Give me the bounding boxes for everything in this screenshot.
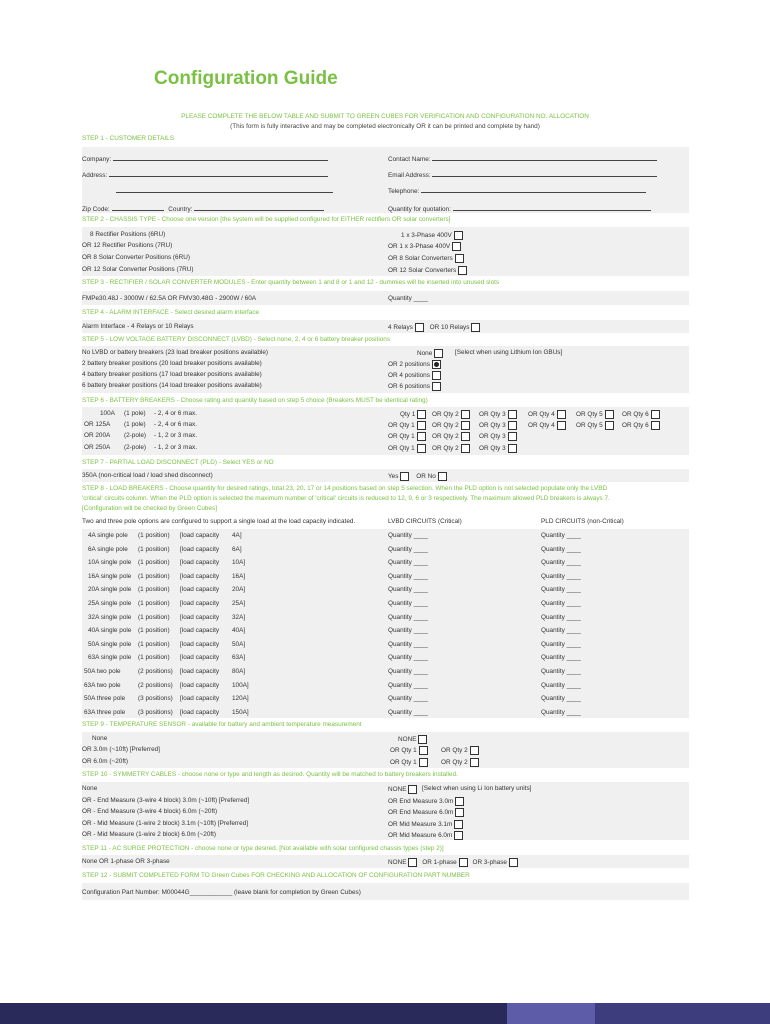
chassis-check-label: OR 12 Solar Converters: [388, 267, 457, 275]
surge-1phase-label: OR 1-phase: [422, 859, 457, 867]
qty-3-label: OR Qty 3: [479, 411, 506, 419]
qty-6-checkbox[interactable]: [651, 410, 660, 419]
load-rating: 25A single pole: [88, 600, 132, 607]
lvbd-quantity-field[interactable]: Quantity ____: [388, 559, 428, 567]
load-capacity-value: 25A]: [232, 600, 246, 607]
lvbd-quantity-field[interactable]: Quantity ____: [388, 668, 428, 675]
qty-3-label: OR Qty 3: [479, 445, 506, 453]
contact-field[interactable]: [432, 154, 657, 161]
load-capacity-value: 120A]: [232, 695, 249, 703]
sensor-qty-2-checkbox[interactable]: [470, 758, 479, 767]
alarm-4-label: 4 Relays: [388, 324, 413, 332]
company-label: Company:: [82, 156, 112, 163]
sensor-qty-1-checkbox[interactable]: [419, 746, 428, 755]
sensor-option: OR 3.0m (~10ft) [Preferred]: [82, 746, 160, 753]
breaker-rating: OR 200A: [84, 432, 111, 439]
step8-col-header: Two and three pole options are configured to support a single load at the load capacity indicated.: [82, 518, 356, 525]
load-capacity-label: [load capacity: [180, 654, 220, 662]
load-capacity-label: [load capacity: [180, 695, 220, 703]
lvbd-quantity-field[interactable]: Quantity ____: [388, 545, 428, 553]
step9-heading: STEP 9 - TEMPERATURE SENSOR - available for battery and ambient temperature measurement: [82, 721, 362, 728]
zip-field[interactable]: [112, 204, 164, 211]
qty-3-checkbox[interactable]: [508, 421, 517, 430]
qty-5-checkbox[interactable]: [605, 410, 614, 419]
symmetry-check-label: OR Mid Measure 6.0m: [388, 832, 453, 840]
symmetry-checkbox[interactable]: [455, 808, 464, 817]
footer-bar: [0, 1003, 770, 1024]
pld-quantity-field[interactable]: Quantity ____: [541, 627, 581, 635]
country-label: Country:: [168, 206, 193, 213]
chassis-checkbox[interactable]: [452, 242, 461, 251]
load-capacity-label: [load capacity: [180, 545, 220, 553]
breaker-rating: OR 250A: [84, 444, 111, 451]
pld-quantity-field[interactable]: Quantity ____: [541, 545, 581, 553]
load-capacity-value: 16A]: [232, 572, 246, 580]
symmetry-option: OR - End Measure (3-wire 4 block) 3.0m (~10ft) [Preferred]: [82, 797, 250, 804]
qty-2-label: OR Qty 2: [432, 422, 459, 430]
load-rating: 32A single pole: [88, 613, 132, 621]
step12-heading: STEP 12 - SUBMIT COMPLETED FORM TO Green Cubes FOR CHECKING AND ALLOCATION OF CONFIGURATION PART NUMBER: [82, 872, 470, 879]
qty-6-checkbox[interactable]: [651, 421, 660, 430]
step4-heading: STEP 4 - ALARM INTERFACE - Select desired alarm interface: [82, 309, 260, 316]
step2-heading: STEP 2 - CHASSIS TYPE - Choose one version [the system will be supplied configured for EITHER rectifiers OR solar converters]: [82, 216, 451, 223]
load-capacity-label: [load capacity: [180, 613, 220, 621]
load-positions: (3 positions): [138, 695, 173, 703]
quote-label: Quantity for quotation:: [388, 206, 451, 213]
footer-segment: [595, 1003, 770, 1024]
breaker-poles: (2-pole): [124, 432, 147, 439]
lvbd-quantity-field[interactable]: Quantity ____: [388, 640, 428, 648]
lvbd-6-checkbox[interactable]: [432, 382, 441, 391]
page-title: Configuration Guide: [154, 68, 338, 89]
load-positions: (3 positions): [138, 708, 173, 716]
footer-segment: [0, 1003, 507, 1024]
lvbd-option: 6 battery breaker positions (14 load breaker positions available): [82, 382, 262, 389]
qty-2-checkbox[interactable]: [461, 421, 470, 430]
load-rating: 40A single pole: [88, 627, 132, 635]
sensor-qty-1-label: OR Qty 1: [390, 747, 417, 755]
quote-field[interactable]: [453, 204, 651, 211]
qty-2-label: OR Qty 2: [432, 411, 459, 419]
symmetry-note: [Select when using Li Ion battery units]: [422, 785, 532, 792]
lvbd-quantity-field[interactable]: Quantity ____: [388, 708, 428, 716]
alarm-label: Alarm Interface - 4 Relays or 10 Relays: [82, 323, 194, 330]
load-positions: (1 position): [138, 654, 170, 662]
load-positions: (1 position): [138, 627, 170, 635]
load-positions: (2 positions): [138, 681, 173, 689]
qty-1-label: OR Qty 1: [388, 422, 415, 430]
address-field[interactable]: [109, 170, 328, 177]
load-capacity-value: 80A]: [232, 668, 246, 675]
breaker-max: - 1, 2 or 3 max.: [154, 432, 197, 439]
sensor-qty-1-label: OR Qty 1: [390, 759, 417, 767]
sensor-qty-2-checkbox[interactable]: [470, 746, 479, 755]
qty-4-checkbox[interactable]: [557, 421, 566, 430]
lvbd-quantity-field[interactable]: Quantity ____: [388, 681, 428, 689]
qty-1-checkbox[interactable]: [417, 444, 426, 453]
pld-quantity-field[interactable]: Quantity ____: [541, 572, 581, 580]
qty-1-label: OR Qty 1: [388, 445, 415, 453]
lvbd-option: No LVBD or battery breakers (23 load breaker positions available): [82, 349, 269, 356]
lvbd-quantity-field[interactable]: Quantity ____: [388, 613, 428, 621]
qty-1-checkbox[interactable]: [417, 421, 426, 430]
lvbd-quantity-field[interactable]: Quantity ____: [388, 572, 428, 580]
qty-2-checkbox[interactable]: [461, 444, 470, 453]
module-label: FMPe30.48J - 3000W / 62.5A OR FMV30.48G - 2900W / 60A: [82, 295, 257, 302]
alarm-4-checkbox[interactable]: [415, 323, 424, 332]
load-rating: 16A single pole: [88, 572, 132, 580]
surge-1phase-checkbox[interactable]: [459, 858, 468, 867]
load-capacity-value: 100A]: [232, 681, 249, 689]
chassis-checkbox[interactable]: [455, 254, 464, 263]
pld-col-header: PLD CIRCUITS (non-Critical): [541, 518, 624, 525]
lvbd-quantity-field[interactable]: Quantity ____: [388, 586, 428, 594]
pld-quantity-field[interactable]: Quantity ____: [541, 654, 581, 662]
step8-band: [82, 529, 689, 718]
load-capacity-value: 20A]: [232, 586, 246, 594]
load-capacity-value: 32A]: [232, 613, 246, 621]
intro-line-1: PLEASE COMPLETE THE BELOW TABLE AND SUBMIT TO GREEN CUBES FOR VERIFICATION AND CONFIGURATION NO. ALLOCATION: [181, 113, 589, 120]
sensor-qty-2-label: OR Qty 2: [441, 759, 468, 767]
email-field[interactable]: [432, 170, 657, 177]
symmetry-option: OR - Mid Measure (1-wire 2 block) 3.1m (~10ft) [Preferred]: [82, 820, 249, 827]
breaker-poles: (1 pole): [124, 410, 146, 417]
sensor-none-checkbox[interactable]: [418, 735, 427, 744]
pld-quantity-field[interactable]: Quantity ____: [541, 668, 581, 675]
surge-label: None OR 1-phase OR 3-phase: [82, 858, 170, 865]
load-capacity-label: [load capacity: [180, 627, 220, 635]
load-rating: 4A single pole: [88, 532, 128, 539]
footer-segment: [507, 1003, 595, 1024]
chassis-option: OR 12 Solar Converter Positions (7RU): [82, 266, 194, 273]
qty-3-label: OR Qty 3: [479, 422, 506, 430]
lvbd-none-checkbox[interactable]: [434, 349, 443, 358]
symmetry-check-label: OR End Measure 6.0m: [388, 809, 454, 817]
lvbd-2-radio[interactable]: [432, 360, 441, 369]
qty-1-label: OR Qty 1: [388, 433, 415, 441]
qty-3-checkbox[interactable]: [508, 410, 517, 419]
step8-heading-line: [Configuration will be checked by Green Cubes]: [82, 505, 217, 512]
symmetry-none-label: NONE: [388, 786, 407, 794]
load-rating: 6A single pole: [88, 545, 128, 553]
surge-3phase-label: OR 3-phase: [472, 859, 507, 867]
chassis-checkbox[interactable]: [454, 231, 463, 240]
pld-yes-label: Yes: [388, 473, 399, 481]
lvbd-2-label: OR 2 positions: [388, 361, 430, 369]
pld-quantity-field[interactable]: Quantity ____: [541, 586, 581, 594]
contact-label: Contact Name:: [388, 156, 431, 163]
load-capacity-label: [load capacity: [180, 681, 220, 689]
load-capacity-value: 63A]: [232, 654, 246, 662]
lvbd-option: 4 battery breaker positions (17 load breaker positions available): [82, 371, 262, 378]
lvbd-quantity-field[interactable]: Quantity ____: [388, 532, 428, 539]
load-capacity-label: [load capacity: [180, 640, 220, 648]
part-number-label: Configuration Part Number: M00044G____________ (leave blank for completion by Green Cubes): [82, 889, 361, 896]
step11-heading: STEP 11 - AC SURGE PROTECTION - choose none or type desired. [Not available with solar configured chassis types (step 2)]: [82, 845, 444, 852]
step8-heading-line: STEP 8 - LOAD BREAKERS - Choose quantity for desired ratings, total 23, 20, 17 or 14 positions based on step 5 selection. When the PLD option is not selected populate only the LVBD: [82, 485, 608, 492]
load-rating: 50A two pole: [84, 668, 121, 675]
step3-heading: STEP 3 - RECTIFIER / SOLAR CONVERTER MODULES - Enter quantity between 1 and 8 or 1 and 12 - dummies will be inserted into unused slots: [82, 279, 500, 286]
sensor-option: OR 6.0m (~20ft): [82, 758, 128, 765]
step7-heading: STEP 7 - PARTIAL LOAD DISCONNECT (PLD) - Select YES or NO: [82, 459, 274, 466]
load-rating: 50A single pole: [88, 640, 132, 648]
breaker-max: - 2, 4 or 6 max.: [154, 421, 197, 428]
telephone-field[interactable]: [421, 186, 646, 193]
lvbd-note: [Select when using Lithium Ion GBUs]: [455, 349, 563, 356]
load-capacity-value: 6A]: [232, 545, 242, 553]
load-rating: 50A three pole: [84, 695, 126, 703]
alarm-10-label: OR 10 Relays: [429, 324, 470, 332]
symmetry-option: None: [82, 785, 98, 792]
lvbd-quantity-field[interactable]: Quantity ____: [388, 654, 428, 662]
load-capacity-value: 150A]: [232, 708, 249, 716]
chassis-option: OR 12 Rectifier Positions (7RU): [82, 242, 173, 249]
load-rating: 63A three pole: [84, 708, 126, 716]
qty-1-label: Qty 1: [400, 411, 416, 419]
load-positions: (1 position): [138, 586, 170, 594]
sensor-qty-2-label: OR Qty 2: [441, 747, 468, 755]
alarm-10-checkbox[interactable]: [471, 323, 480, 332]
step5-heading: STEP 5 - LOW VOLTAGE BATTERY DISCONNECT (LVBD) - Select none, 2, 4 or 6 battery breaker positions: [82, 336, 391, 343]
chassis-check-label: OR 1 x 3-Phase 400V: [388, 243, 451, 251]
pld-quantity-field[interactable]: Quantity ____: [541, 708, 581, 716]
address-label: Address:: [82, 172, 108, 179]
qty-3-label: OR Qty 3: [479, 433, 506, 441]
step8-heading-line: 'critical' circuits column. When the PLD option is selected the maximum number of 'critical' circuits is reduced to 12, 9, 6 or 3 respectively. The maximum allowed PLD breakers is always 7.: [82, 495, 610, 502]
qty-1-checkbox[interactable]: [417, 410, 426, 419]
step9-band: [82, 732, 689, 768]
load-positions: (1 position): [138, 572, 170, 580]
qty-1-checkbox[interactable]: [417, 432, 426, 441]
load-capacity-value: 40A]: [232, 627, 246, 635]
symmetry-checkbox[interactable]: [454, 820, 463, 829]
qty-3-checkbox[interactable]: [508, 432, 517, 441]
pld-yes-checkbox[interactable]: [400, 472, 409, 481]
qty-4-label: OR Qty 4: [528, 422, 555, 430]
country-field[interactable]: [194, 204, 324, 211]
lvbd-col-header: LVBD CIRCUITS (Critical): [388, 518, 462, 525]
module-quantity[interactable]: Quantity ____: [388, 295, 428, 302]
pld-no-label: OR No: [416, 473, 436, 481]
breaker-poles: (2-pole): [124, 444, 147, 451]
load-capacity-label: [load capacity: [180, 586, 220, 594]
lvbd-6-label: OR 6 positions: [388, 383, 430, 391]
symmetry-check-label: OR End Measure 3.0m: [388, 798, 454, 806]
chassis-check-label: 1 x 3-Phase 400V: [401, 232, 452, 240]
load-capacity-label: [load capacity: [180, 600, 220, 607]
intro-line-2: (This form is fully interactive and may be completed electronically OR it can be printed and complete by hand): [230, 123, 540, 130]
chassis-option: 8 Rectifier Positions (6RU): [90, 231, 166, 238]
pld-label: 350A (non-critical load / load shed disconnect): [82, 472, 213, 479]
company-field[interactable]: [113, 154, 328, 161]
load-positions: (1 position): [138, 600, 170, 607]
qty-2-checkbox[interactable]: [461, 432, 470, 441]
lvbd-none-label: None: [417, 350, 433, 358]
load-positions: (2 positions): [138, 668, 173, 675]
chassis-option: OR 8 Solar Converter Positions (6RU): [82, 254, 190, 261]
pld-quantity-field[interactable]: Quantity ____: [541, 600, 581, 607]
symmetry-checkbox[interactable]: [455, 797, 464, 806]
qty-5-checkbox[interactable]: [605, 421, 614, 430]
telephone-label: Telephone:: [388, 188, 420, 195]
load-capacity-value: 10A]: [232, 559, 246, 567]
load-rating: 20A single pole: [88, 586, 132, 594]
chassis-check-label: OR 8 Solar Converters: [388, 255, 453, 263]
breaker-poles: (1 pole): [124, 421, 146, 428]
load-positions: (1 position): [138, 559, 170, 567]
symmetry-check-label: OR Mid Measure 3.1m: [388, 821, 453, 829]
load-rating: 63A two pole: [84, 681, 121, 689]
load-positions: (1 position): [138, 545, 170, 553]
qty-5-label: OR Qty 5: [576, 411, 603, 419]
pld-quantity-field[interactable]: Quantity ____: [541, 559, 581, 567]
chassis-checkbox[interactable]: [458, 266, 467, 275]
step1-heading: STEP 1 - CUSTOMER DETAILS: [82, 135, 174, 142]
qty-2-label: OR Qty 2: [432, 445, 459, 453]
lvbd-quantity-field[interactable]: Quantity ____: [388, 600, 428, 607]
symmetry-none-checkbox[interactable]: [408, 785, 417, 794]
surge-3phase-checkbox[interactable]: [509, 858, 518, 867]
qty-3-checkbox[interactable]: [508, 444, 517, 453]
load-capacity-label: [load capacity: [180, 668, 220, 675]
breaker-rating: 100A: [100, 410, 115, 417]
load-rating: 63A single pole: [88, 654, 132, 662]
sensor-qty-1-checkbox[interactable]: [419, 758, 428, 767]
lvbd-4-label: OR 4 positions: [388, 372, 430, 380]
qty-6-label: OR Qty 6: [622, 411, 649, 419]
load-positions: (1 position): [138, 613, 170, 621]
pld-quantity-field[interactable]: Quantity ____: [541, 532, 581, 539]
symmetry-checkbox[interactable]: [454, 831, 463, 840]
email-label: Email Address:: [388, 172, 431, 179]
pld-quantity-field[interactable]: Quantity ____: [541, 640, 581, 648]
lvbd-quantity-field[interactable]: Quantity ____: [388, 695, 428, 703]
load-rating: 10A single pole: [88, 559, 132, 567]
sensor-option: None: [92, 735, 108, 742]
qty-2-checkbox[interactable]: [461, 410, 470, 419]
qty-4-checkbox[interactable]: [557, 410, 566, 419]
address-field-2[interactable]: [116, 186, 333, 193]
load-capacity-label: [load capacity: [180, 559, 220, 567]
load-capacity-label: [load capacity: [180, 708, 220, 716]
load-capacity-value: 4A]: [232, 532, 242, 539]
sensor-none-label: NONE: [398, 736, 417, 744]
pld-quantity-field[interactable]: Quantity ____: [541, 695, 581, 703]
qty-2-label: OR Qty 2: [432, 433, 459, 441]
pld-quantity-field[interactable]: Quantity ____: [541, 681, 581, 689]
surge-none-checkbox[interactable]: [408, 858, 417, 867]
load-positions: (1 position): [138, 532, 170, 539]
load-positions: (1 position): [138, 640, 170, 648]
qty-4-label: OR Qty 4: [528, 411, 555, 419]
qty-6-label: OR Qty 6: [622, 422, 649, 430]
lvbd-option: 2 battery breaker positions (20 load breaker positions available): [82, 360, 262, 367]
zip-label: Zip Code:: [82, 206, 110, 213]
step10-heading: STEP 10 - SYMMETRY CABLES - choose none or type and length as desired. Quantity will be matched to battery breakers installed.: [82, 771, 458, 778]
breaker-rating: OR 125A: [84, 421, 111, 428]
load-capacity-label: [load capacity: [180, 572, 220, 580]
qty-5-label: OR Qty 5: [576, 422, 603, 430]
surge-none-label: NONE: [388, 859, 407, 867]
breaker-max: - 2, 4 or 6 max.: [154, 410, 197, 417]
symmetry-option: OR - Mid Measure (1-wire 2 block) 6.0m (~20ft): [82, 831, 217, 838]
pld-no-checkbox[interactable]: [438, 472, 447, 481]
lvbd-quantity-field[interactable]: Quantity ____: [388, 627, 428, 635]
load-capacity-value: 50A]: [232, 640, 246, 648]
load-capacity-label: [load capacity: [180, 532, 220, 539]
step11-band: [82, 855, 689, 868]
lvbd-4-checkbox[interactable]: [432, 371, 441, 380]
step6-heading: STEP 6 - BATTERY BREAKERS - Choose rating and quantity based on step 5 choice (Breakers MUST be identical rating): [82, 397, 428, 404]
pld-quantity-field[interactable]: Quantity ____: [541, 613, 581, 621]
breaker-max: - 1, 2 or 3 max.: [154, 444, 197, 451]
symmetry-option: OR - End Measure (3-wire 4 block) 6.0m (~20ft): [82, 808, 218, 815]
